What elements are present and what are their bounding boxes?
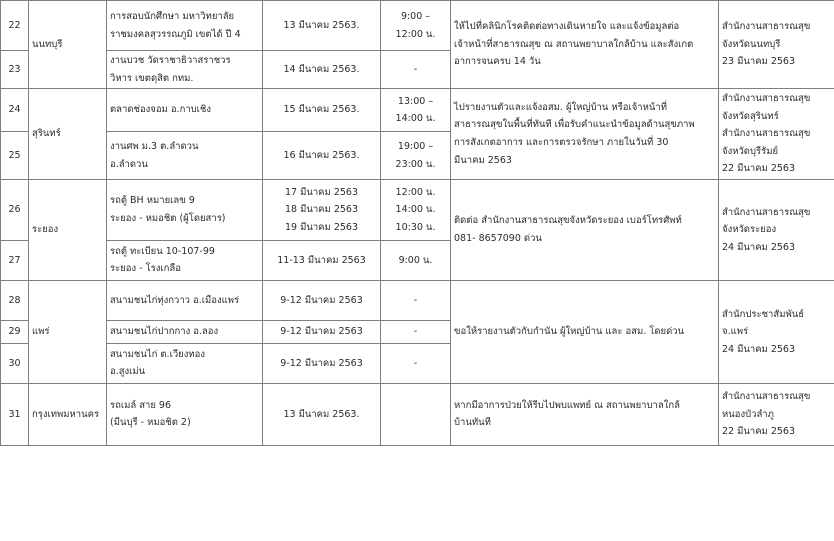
row-number: 22 [1,1,29,51]
time-cell [381,320,451,343]
time-cell-line: 12:00 น. [395,186,436,198]
table-body [1,1,834,446]
date-cell [263,89,381,132]
source-surin-line: สำนักงานสาธารณสุข [722,128,811,140]
date-cell [263,383,381,445]
location-cell [107,280,263,320]
time-cell [381,343,451,383]
province-surin: สุรินทร์ [29,89,107,180]
action-surin-line: การสังเกตอาการ และการตรวจรักษา ภายในวันที่ 30 [454,137,669,149]
province-bangkok: กรุงเทพมหานคร [29,383,107,445]
location-cell-line: งานศพ ม.3 ต.ลำดวน [110,141,199,153]
province-phrae: แพร่ [29,280,107,383]
date-cell-line: 11-13 มีนาคม 2563 [277,254,366,266]
date-cell-line: 14 มีนาคม 2563. [283,63,360,75]
row-number: 25 [1,132,29,180]
row-number: 27 [1,240,29,280]
action-rayong [451,179,719,280]
province-nonthaburi: นนทบุรี [29,1,107,89]
time-cell [381,280,451,320]
time-cell [381,51,451,89]
location-cell-line: ระยอง - หมอชิต (ผู้โดยสาร) [110,212,226,224]
location-cell [107,51,263,89]
row-number: 28 [1,280,29,320]
action-surin-line: ไปรายงานตัวและแจ้งอสม. ผู้ใหญ่บ้าน หรือเจ้าหน้าที่ [454,101,667,113]
date-cell-line: 9-12 มีนาคม 2563 [280,294,363,306]
date-cell-line: 15 มีนาคม 2563. [283,104,360,116]
time-cell-line: 12:00 น. [395,28,436,40]
location-cell-line: สนามชนไก่ปากกาง อ.ลอง [110,326,219,338]
source-rayong-line: สำนักงานสาธารณสุข [722,206,811,218]
action-phrae [451,280,719,383]
row-number: 30 [1,343,29,383]
time-cell-line: 10:30 น. [395,221,436,233]
date-cell-line: 9-12 มีนาคม 2563 [280,326,363,338]
date-cell-line: 19 มีนาคม 2563 [284,221,358,233]
location-cell-line: งานบวช วัดราชาธิวาสราชวร [110,55,231,66]
location-cell [107,1,263,51]
date-cell [263,343,381,383]
location-cell [107,320,263,343]
location-cell-line: รถเมล์ สาย 96 [110,399,172,411]
source-nonthaburi-line: จังหวัดนนทบุรี [722,38,781,50]
action-bangkok-line: บ้านทันที [454,417,491,429]
source-bangkok [719,383,834,445]
source-phrae-line: สำนักประชาสัมพันธ์ [722,308,805,320]
time-cell-line: - [413,357,418,369]
location-cell-line: ระยอง - โรงเกลือ [110,263,181,275]
source-surin-line: จังหวัดสุรินทร์ [722,110,779,122]
time-cell-line: 23:00 น. [395,158,436,170]
date-cell-line: 16 มีนาคม 2563. [283,149,360,161]
location-cell-line: ตลาดช่องจอม อ.กาบเชิง [110,104,212,116]
source-nonthaburi-line: สำนักงานสาธารณสุข [722,21,811,33]
source-nonthaburi [719,1,834,89]
action-rayong-line: ติดต่อ สำนักงานสาธารณสุขจังหวัดระยอง เบอร์โทรศัพท์ [454,215,682,227]
source-phrae [719,280,834,383]
location-cell-line: วิหาร เขตดุสิต กทม. [110,72,194,84]
date-cell-line: 13 มีนาคม 2563. [283,408,360,420]
time-cell-line: 19:00 – [397,141,434,153]
date-cell [263,51,381,89]
location-cell-line: สนามชนไก่ทุ่งกวาว อ.เมืองแพร่ [110,294,240,306]
table-row [1,1,834,51]
source-surin-line: สำนักงานสาธารณสุข [722,93,811,105]
row-number: 26 [1,179,29,240]
time-cell-line: 9:00 น. [398,254,433,266]
time-cell-line: - [413,326,418,338]
date-cell [263,320,381,343]
location-cell-line: อ.สูงเม่น [110,366,146,378]
date-cell [263,132,381,180]
row-number: 31 [1,383,29,445]
table-row [1,280,834,320]
date-cell-line: 9-12 มีนาคม 2563 [280,357,363,369]
action-nonthaburi-line: เจ้าหน้าที่สาธารณสุข ณ สถานพยาบาลใกล้บ้าน และสังเกต [454,38,694,50]
date-cell-line: 13 มีนาคม 2563. [283,19,360,31]
province-rayong: ระยอง [29,179,107,280]
location-cell-line: ราชมงคลสุวรรณภูมิ เขตได้ ปี 4 [110,28,241,40]
date-cell [263,280,381,320]
date-cell [263,179,381,240]
date-cell [263,1,381,51]
action-bangkok-line: หากมีอาการป่วยให้รีบไปพบแพทย์ ณ สถานพยาบาลใกล้ [454,399,680,411]
action-nonthaburi-line: อาการจนครบ 14 วัน [454,56,541,68]
source-bangkok-line: 22 มีนาคม 2563 [722,426,796,438]
row-number: 24 [1,89,29,132]
date-cell-line: 18 มีนาคม 2563 [284,204,358,216]
source-bangkok-line: สำนักงานสาธารณสุข [722,391,811,403]
row-number: 23 [1,51,29,89]
location-cell-line: การสอบนักศึกษา มหาวิทยาลัย [110,10,235,22]
source-bangkok-line: หนองบัวลำภู [722,408,774,420]
source-phrae-line: จ.แพร่ [722,326,749,338]
source-rayong-line: 24 มีนาคม 2563 [722,241,796,253]
location-cell-line: สนามชนไก่ ต.เวียงทอง [110,348,205,360]
source-phrae-line: 24 มีนาคม 2563 [722,343,796,355]
location-cell [107,240,263,280]
location-cell-line: อ.ลำดวน [110,158,148,170]
time-cell [381,240,451,280]
source-nonthaburi-line: 23 มีนาคม 2563 [722,56,796,68]
location-cell-line: (มีนบุรี - หมอชิต 2) [110,417,191,429]
location-cell [107,132,263,180]
source-rayong [719,179,834,280]
location-cell [107,343,263,383]
date-cell-line: 17 มีนาคม 2563 [284,186,358,198]
time-cell [381,132,451,180]
action-surin-line: มีนาคม 2563 [454,154,512,166]
time-cell [381,179,451,240]
action-surin-line: สาธารณสุขในพื้นที่ทันที เพื่อรับคำแนะนำข้อมูลด้านสุขภาพ [454,119,695,131]
location-cell-line: รถตู้ ทะเบียน 10-107-99 [110,245,215,257]
time-cell-line: - [413,63,418,75]
action-bangkok [451,383,719,445]
source-rayong-line: จังหวัดระยอง [722,224,777,236]
row-number: 29 [1,320,29,343]
table-row [1,89,834,132]
action-phrae-line: ขอให้รายงานตัวกับกำนัน ผู้ใหญ่บ้าน และ อสม. โดยด่วน [454,326,685,338]
location-cell [107,89,263,132]
source-surin-line: 22 มีนาคม 2563 [722,163,796,175]
time-cell-line: 9:00 – [400,10,431,22]
time-cell-line: - [413,294,418,306]
action-nonthaburi-line: ให้ไปที่คลินิกโรคติดต่อทางเดินหายใจ และแจ้งข้อมูลต่อ [454,21,680,33]
time-cell-line: 13:00 – [397,95,434,107]
action-surin [451,89,719,180]
time-cell-line: 14:00 น. [395,204,436,216]
time-cell-line: 14:00 น. [395,113,436,125]
table-row [1,383,834,445]
table-row [1,179,834,240]
time-cell [381,1,451,51]
location-cell [107,383,263,445]
location-cell-line: รถตู้ BH หมายเลข 9 [110,195,195,207]
action-rayong-line: 081- 8657090 ด่วน [454,232,542,244]
location-cell [107,179,263,240]
action-nonthaburi [451,1,719,89]
date-cell [263,240,381,280]
time-cell [381,89,451,132]
source-surin-line: จังหวัดบุรีรัมย์ [722,145,779,157]
source-surin [719,89,834,180]
time-cell [381,383,451,445]
